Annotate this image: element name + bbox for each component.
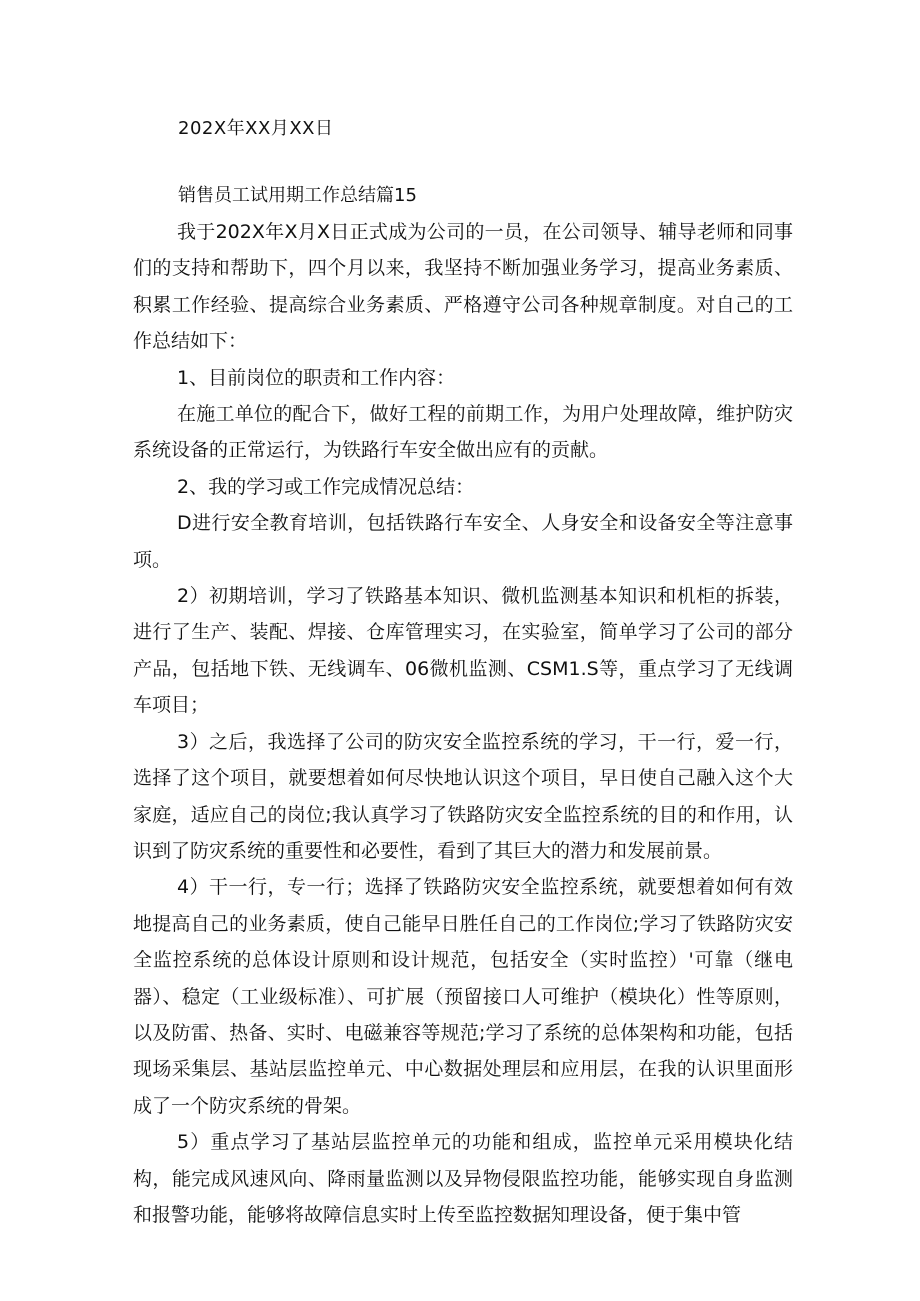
paragraph-item-3: 3）之后，我选择了公司的防灾安全监控系统的学习，干一行，爱一行，选择了这个项目，就要想着如何尽快地认识这个项目，早日使自己融入这个大家庭，适应自己的岗位;我认真学习了铁路防灾安全监控系统的目的和作用，认识到了防灾系统的重要性和必要性，看到了其巨大的潜力和发展前景。 <box>133 730 793 862</box>
paragraph-item-5: 5）重点学习了基站层监控单元的功能和组成，监控单元采用模块化结构，能完成风速风向、降雨量监测以及异物侵限监控功能，能够实现自身监测和报警功能，能够将故障信息实时上传至监控数据知理设备，便于集中管 <box>133 1131 793 1226</box>
paragraph-item-4: 4）干一行，专一行；选择了铁路防灾安全监控系统，就要想着如何有效地提高自己的业务素质，使自己能早日胜任自己的工作岗位;学习了铁路防灾安全监控系统的总体设计原则和设计规范，包括安全（实时监控）'可靠（继电器）、稳定（工业级标准）、可扩展（预留接口人可维护（模块化）性等原则，以及防雷、热备、实时、电磁兼容等规范;学习了系统的总体架构和功能，包括现场采集层、基站层监控单元、中心数据处理层和应用层，在我的认识里面形成了一个防灾系统的骨架。 <box>133 876 793 1117</box>
paragraph-heading-1: 1、目前岗位的职责和工作内容： <box>177 366 456 389</box>
document-date: 202X年XX月XX日 <box>178 118 334 139</box>
paragraph-duties: 在施工单位的配合下，做好工程的前期工作，为用户处理故障，维护防灾系统设备的正常运行，为铁路行车安全做出应有的贡献。 <box>133 403 793 462</box>
paragraph-intro: 我于202X年X月X日正式成为公司的一员，在公司领导、辅导老师和同事们的支持和帮助下，四个月以来，我坚持不断加强业务学习，提高业务素质、积累工作经验、提高综合业务素质、严格遵守公司各种规章制度。对自己的工作总结如下： <box>133 221 793 353</box>
paragraph-item-2: 2）初期培训，学习了铁路基本知识、微机监测基本知识和机柜的拆装，进行了生产、装配、焊接、仓库管理实习，在实验室，简单学习了公司的部分产品，包括地下铁、无线调车、06微机监测、CSM1.S等，重点学习了无线调车项目； <box>133 585 793 717</box>
paragraph-heading-2: 2、我的学习或工作完成情况总结： <box>177 475 475 498</box>
document-title: 销售员工试用期工作总结篇15 <box>178 185 417 206</box>
paragraph-item-1: D进行安全教育培训，包括铁路行车安全、人身安全和设备安全等注意事项。 <box>133 512 793 571</box>
document-body <box>133 214 793 1233</box>
